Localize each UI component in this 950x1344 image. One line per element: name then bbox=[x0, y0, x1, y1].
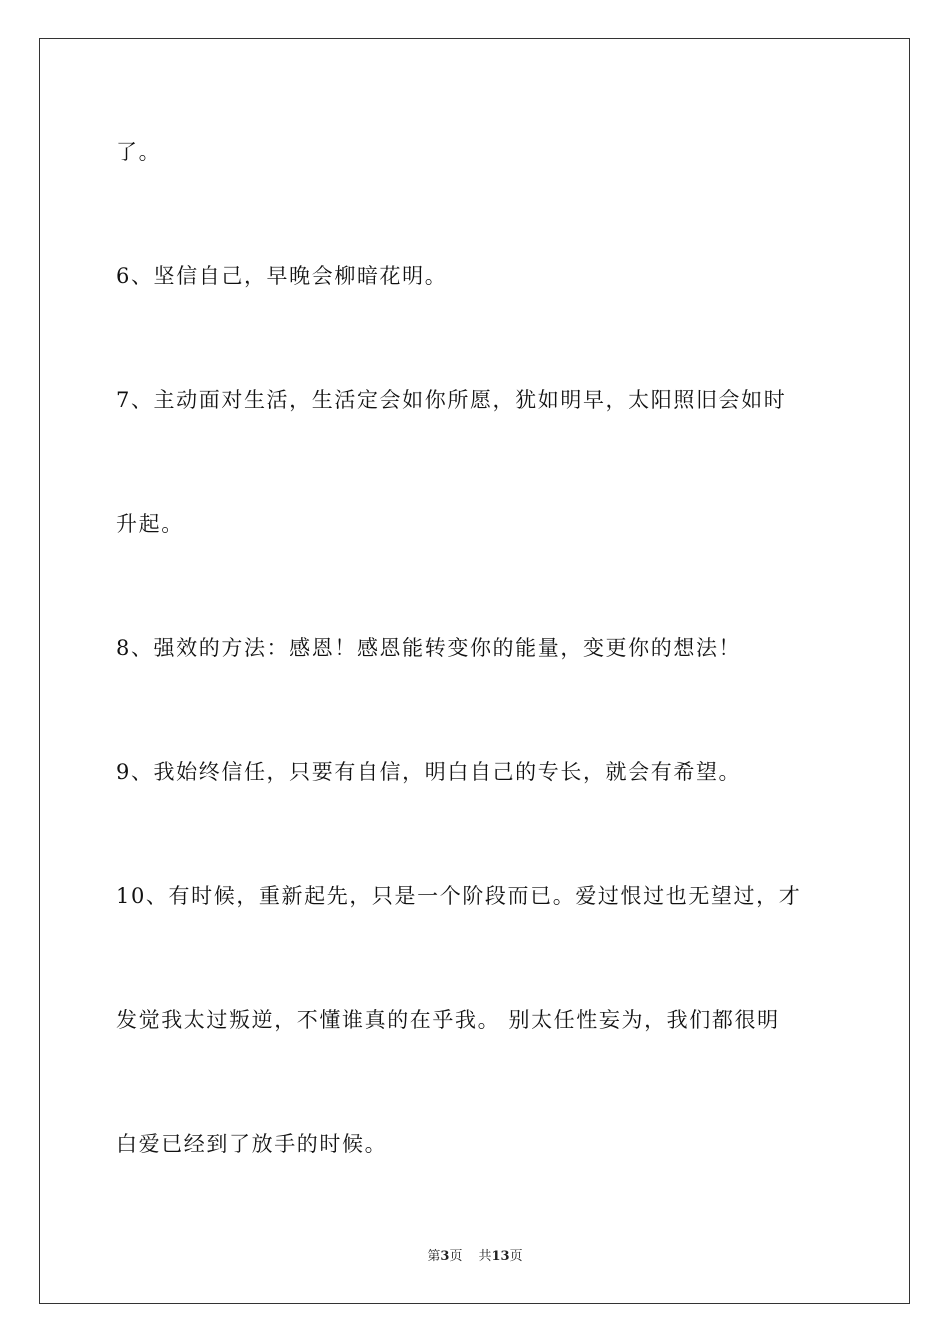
page-footer bbox=[0, 1248, 950, 1266]
page-current: 3 bbox=[440, 1249, 450, 1264]
text-line-9: 白爱已经到了放手的时候。 bbox=[116, 1132, 388, 1156]
text-line-4: 升起。 bbox=[116, 512, 184, 536]
text-line-1: 了。 bbox=[116, 140, 162, 164]
text-line-8: 发觉我太过叛逆，不懂谁真的在乎我。 别太任性妄为，我们都很明 bbox=[116, 1008, 780, 1032]
page-prefix: 第 bbox=[427, 1249, 441, 1264]
text-line-6: 9、我始终信任，只要有自信，明白自己的专长，就会有希望。 bbox=[116, 760, 742, 784]
text-line-3: 7、主动面对生活，生活定会如你所愿，犹如明早，太阳照旧会如时 bbox=[116, 388, 787, 412]
total-suffix: 页 bbox=[509, 1249, 523, 1264]
text-line-5: 8、强效的方法：感恩！感恩能转变你的能量，变更你的想法！ bbox=[116, 636, 742, 660]
text-line-2: 6、坚信自己，早晚会柳暗花明。 bbox=[116, 264, 448, 288]
text-line-7: 10、有时候，重新起先，只是一个阶段而已。爱过恨过也无望过，才 bbox=[116, 884, 802, 908]
page-total: 13 bbox=[491, 1249, 510, 1264]
total-prefix: 共 bbox=[478, 1249, 492, 1264]
page-border bbox=[39, 38, 910, 1304]
page-suffix: 页 bbox=[449, 1249, 463, 1264]
